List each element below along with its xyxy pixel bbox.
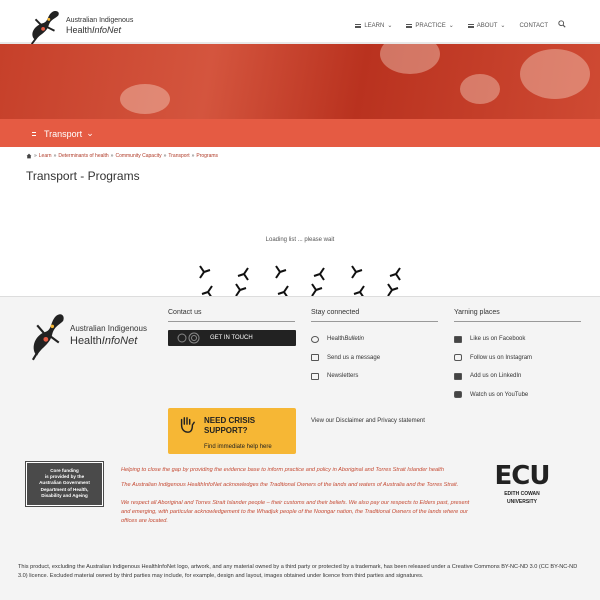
bulletin-label-b: Bulletin xyxy=(344,336,365,343)
core-funding-line: is provided by the xyxy=(44,474,85,480)
stay-connected-column xyxy=(311,309,438,386)
ecu-wordmark: ECU xyxy=(494,461,550,491)
message-icon xyxy=(311,354,319,361)
section-label: Transport xyxy=(44,128,83,139)
bulletin-label-a: Health xyxy=(327,336,345,343)
stay-connected-heading: Stay connected xyxy=(311,309,438,322)
ecu-logo[interactable] xyxy=(493,463,551,505)
breadcrumb: » Learn » Determinants of health » Community Capacity » Transport » Programs xyxy=(26,153,218,159)
mission-note: Helping to close the gap by providing the evidence base to inform practice and policy in Aboriginal and Torres Strait Islander health xyxy=(121,467,444,473)
site-logo[interactable] xyxy=(26,6,133,46)
linkedin-label: Add us on LinkedIn xyxy=(470,373,522,380)
core-funding-line: Disability and Ageing xyxy=(41,492,88,498)
site-header xyxy=(0,0,600,44)
nav-learn-label: LEARN xyxy=(364,22,385,29)
hero-banner xyxy=(0,44,600,119)
contact-us-column xyxy=(168,309,296,346)
breadcrumb-transport[interactable]: Transport xyxy=(168,153,190,159)
facebook-link[interactable] xyxy=(454,330,581,349)
lizard-logo-icon xyxy=(26,308,70,362)
hand-icon xyxy=(178,416,196,434)
chevron-down-icon: ⌄ xyxy=(500,23,506,29)
instagram-link[interactable] xyxy=(454,349,581,368)
newsletters-label: Newsletters xyxy=(327,373,359,380)
menu-icon xyxy=(406,24,412,28)
chevron-down-icon: ⌄ xyxy=(448,23,454,29)
banner-pattern xyxy=(380,44,440,74)
nav-about-label: ABOUT xyxy=(476,22,498,29)
lizard-logo-icon xyxy=(26,6,64,46)
footer-notes xyxy=(121,466,479,531)
instagram-label: Follow us on Instagram xyxy=(470,354,533,361)
core-funding-line: Department of Health, xyxy=(40,486,89,492)
nav-practice-label: PRACTICE xyxy=(415,22,446,29)
main-nav xyxy=(355,22,548,29)
message-link[interactable] xyxy=(311,349,438,368)
crisis-line2: SUPPORT? xyxy=(204,426,248,436)
core-funding-line: Core funding xyxy=(50,468,79,473)
rings-icon xyxy=(174,332,204,344)
linkedin-link[interactable] xyxy=(454,367,581,386)
linkedin-icon xyxy=(454,373,462,380)
respect-note: We respect all Aboriginal and Torres Strait Islander people – their customs and their beliefs. We also pay our respects to Elders past, present and emerging, with particular acknowledgement to the Whadjuk people of the Noongar nation, the Traditional Owners of the lands where our offices are located. xyxy=(121,500,470,524)
footer-logo-line1: Australian Indigenous xyxy=(70,323,147,333)
chevron-down-icon: ⌄ xyxy=(387,23,393,29)
breadcrumb-programs[interactable]: Programs xyxy=(196,153,219,159)
facebook-icon xyxy=(454,336,462,343)
instagram-icon xyxy=(454,354,462,361)
loading-text: Loading list ... please wait xyxy=(265,237,335,243)
logo-line1: Australian Indigenous xyxy=(66,17,134,24)
page-title: Transport - Programs xyxy=(26,169,140,183)
search-icon[interactable] xyxy=(558,20,566,28)
get-in-touch-label: GET IN TOUCH xyxy=(210,335,253,341)
nav-learn[interactable] xyxy=(355,22,392,29)
nav-about[interactable] xyxy=(468,22,506,29)
footer-logo-infonet: InfoNet xyxy=(101,334,138,347)
breadcrumb-determinants[interactable]: Determinants of health xyxy=(58,153,109,159)
yarning-column xyxy=(454,309,581,404)
menu-icon xyxy=(468,24,474,28)
home-icon[interactable] xyxy=(26,153,32,159)
disclaimer-link[interactable]: View our Disclaimer and Privacy statement xyxy=(311,418,425,424)
youtube-icon xyxy=(454,391,462,398)
nav-contact[interactable] xyxy=(519,22,548,29)
footer-logo[interactable] xyxy=(26,308,147,362)
bulletin-icon xyxy=(311,336,319,343)
license-text: This product, excluding the Australian Indigenous HealthInfoNet logo, artwork, and any material owned by a third party or protected by a trademark, has been released under a Creative Commons BY-NC-ND 3.0 (CC BY-NC-ND 3.0) licence. Excluded material owned by third parties may include, for example, design and layout, images obtained under licence from third parties and signatures. xyxy=(18,564,578,579)
logo-infonet: InfoNet xyxy=(92,25,122,35)
newsletters-link[interactable] xyxy=(311,367,438,386)
core-funding-badge xyxy=(26,462,103,506)
yarning-heading: Yarning places xyxy=(454,309,581,322)
get-in-touch-button[interactable] xyxy=(168,330,296,346)
footer-logo-health: Health xyxy=(70,334,102,347)
banner-pattern xyxy=(460,74,500,104)
section-menu[interactable] xyxy=(32,128,94,139)
nav-contact-label: CONTACT xyxy=(519,22,548,29)
core-funding-line: Australian Government xyxy=(39,480,90,486)
logo-health: Health xyxy=(66,25,93,35)
youtube-link[interactable] xyxy=(454,386,581,405)
facebook-label: Like us on Facebook xyxy=(470,336,526,343)
chevron-down-icon: ⌄ xyxy=(86,128,94,138)
crisis-support-button[interactable] xyxy=(168,408,296,454)
crisis-line1: NEED CRISIS xyxy=(204,416,256,425)
message-label: Send us a message xyxy=(327,354,381,361)
breadcrumb-learn[interactable]: Learn xyxy=(38,153,52,159)
banner-pattern xyxy=(520,49,590,99)
acknowledgement-note: The Australian Indigenous HealthInfoNet acknowledges the Traditional Owners of the lands and waters of Australia and the Torres Strait. xyxy=(121,481,459,488)
breadcrumb-community[interactable]: Community Capacity xyxy=(115,153,162,159)
bulletin-link[interactable] xyxy=(311,330,438,349)
menu-icon xyxy=(32,132,36,136)
ecu-line2: UNIVERSITY xyxy=(506,499,537,505)
section-bar xyxy=(0,119,600,147)
nav-practice[interactable] xyxy=(406,22,453,29)
ecu-line1: EDITH COWAN xyxy=(504,491,540,497)
banner-pattern xyxy=(120,84,170,114)
newsletter-icon xyxy=(311,373,319,380)
crisis-sub: Find immediate help here xyxy=(204,444,272,450)
contact-us-heading: Contact us xyxy=(168,309,295,322)
menu-icon xyxy=(355,24,361,28)
youtube-label: Watch us on YouTube xyxy=(470,391,529,398)
